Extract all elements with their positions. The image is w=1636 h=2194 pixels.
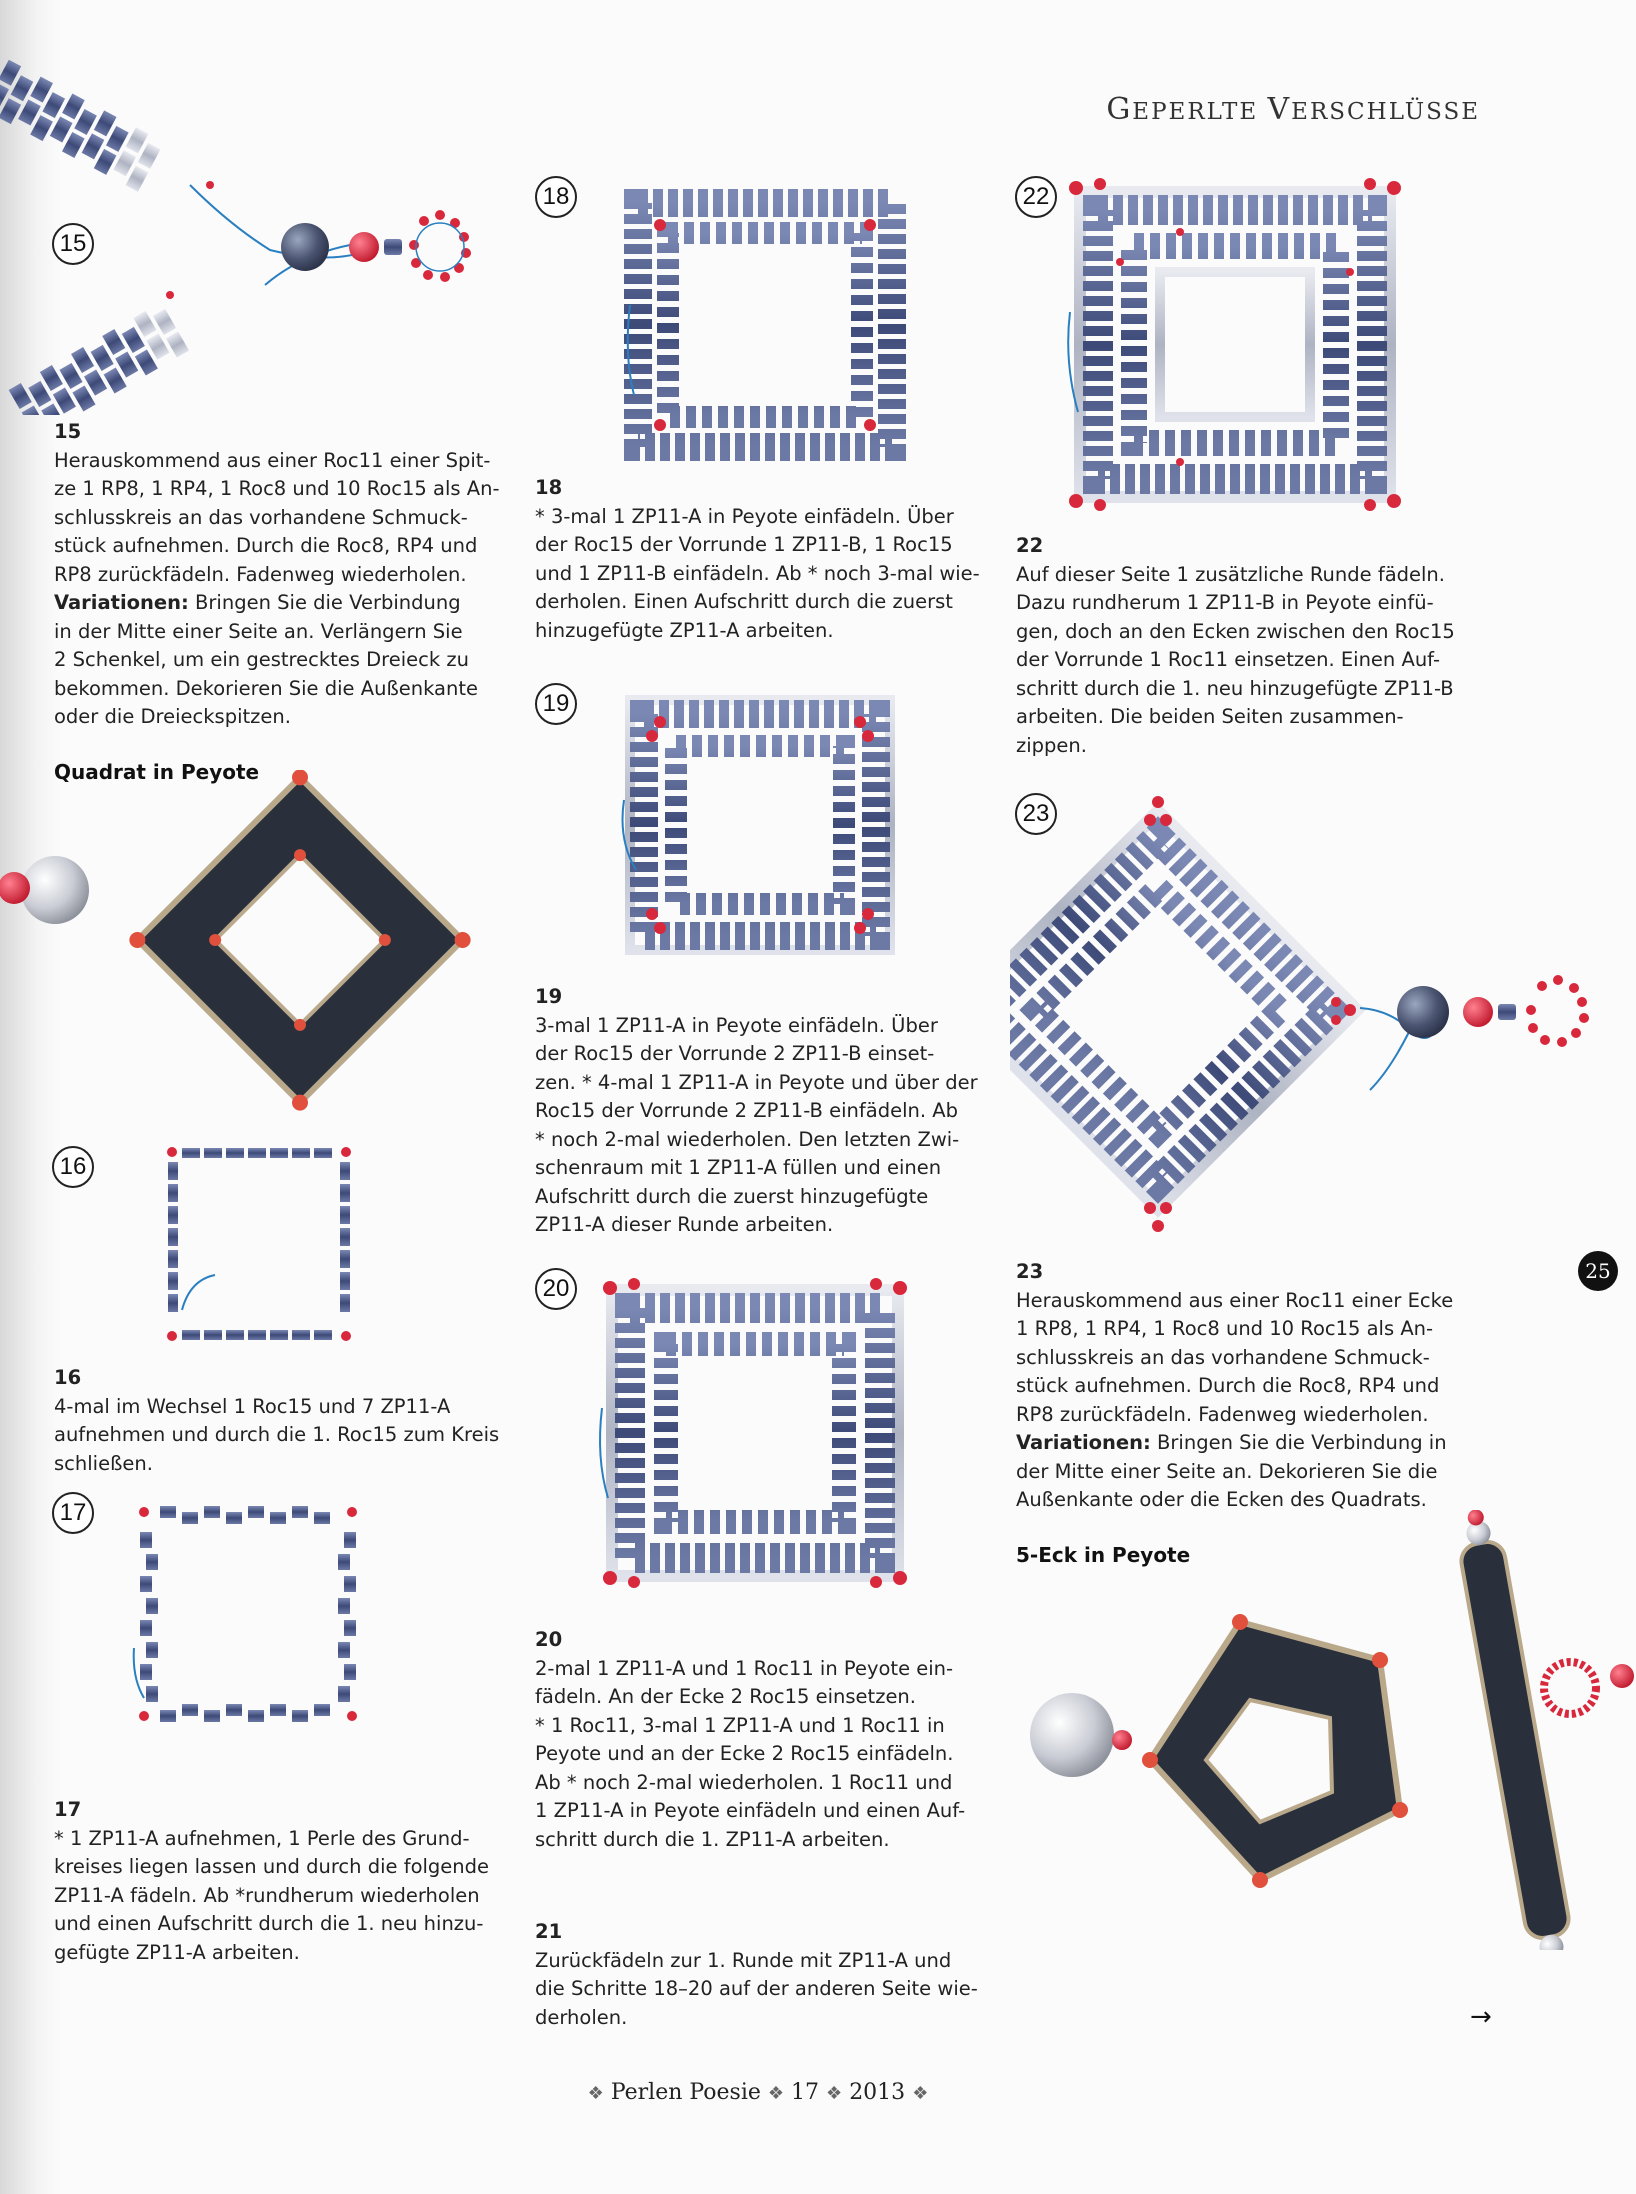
step-22-number: 22 (1016, 534, 1044, 557)
step-15-text (54, 418, 514, 732)
step-20-circle: 20 (535, 1268, 577, 1310)
fuenfeck-photo (1010, 1510, 1636, 1950)
quadrat-photo (0, 770, 520, 1120)
step-21-number: 21 (535, 1920, 563, 1943)
step-16-body: 4-mal im Wechsel 1 Roc15 und 7 ZP11-A aufnehmen und durch die 1. Roc15 zum Kreis schließen. (54, 1394, 500, 1475)
step-23-variations-text: Bringen Sie die Verbindung in der Mitte einer Seite an. Dekorieren Sie die Außenkante oder die Ecken des Quadrats. (1016, 1431, 1447, 1511)
step-16-text (54, 1364, 514, 1478)
figure-18-peyote-square (620, 185, 910, 465)
step-19-number: 19 (535, 985, 563, 1008)
step-23-circle: 23 (1015, 793, 1057, 835)
step-22-text (1016, 532, 1486, 760)
step-17-body: * 1 ZP11-A aufnehmen, 1 Perle des Grund- kreises liegen lassen und durch die folgende ZP11-A fädeln. Ab *rundherum wiederholen und einen Aufschritt durch die 1. neu hinzu- gefügte ZP11-A arbeiten. (54, 1826, 490, 1964)
step-20-text (535, 1626, 1005, 1854)
step-20-body: 2-mal 1 ZP11-A und 1 Roc11 in Peyote ein- fädeln. An der Ecke 2 Roc15 einsetzen. * 1 Roc11, 3-mal 1 ZP11-A und 1 Roc11 in Peyote und an der Ecke 2 Roc15 einfädeln. Ab * noch 2-mal wiederholen. 1 Roc11 und 1 ZP11-A in Peyote einfädeln und einen Auf- schritt durch die 1. ZP11-A arbeiten. (535, 1656, 966, 1851)
step-15-variations-text: Bringen Sie die Verbindung in der Mitte einer Seite an. Verlängern Sie 2 Schenkel, um ein gestrecktes Dreieck zu bekommen. Dekorieren Sie die Außenkante oder die Dreieckspitzen. (54, 591, 478, 728)
figure-23-clasp-diagram (1010, 780, 1636, 1260)
figure-16-bead-ring (160, 1140, 380, 1350)
step-16-circle: 16 (52, 1146, 94, 1188)
step-15-circle: 15 (52, 223, 94, 265)
step-20-number: 20 (535, 1628, 563, 1651)
step-21-body: Zurückfädeln zur 1. Runde mit ZP11-A und die Schritte 18–20 auf der anderen Seite wie- derholen. (535, 1948, 978, 2029)
step-18-number: 18 (535, 476, 563, 499)
step-22-body: Auf dieser Seite 1 zusätzliche Runde fädeln. Dazu rundherum 1 ZP11-B in Peyote einfü- gen, doch an den Ecken zwischen den Roc15 der Vorrunde 1 Roc11 einsetzen. Einen Auf- schritt durch die 1. neu hinzugefügte ZP11-B arbeiten. Die beiden Seiten zusammen- zippen. (1016, 562, 1455, 757)
step-19-text (535, 983, 1005, 1240)
step-23-body: Herauskommend aus einer Roc11 einer Ecke 1 RP8, 1 RP4, 1 Roc8 und 10 Roc15 als An- schlusskreis an das vorhandene Schmuck- stück aufnehmen. Durch die Roc8, RP4 und RP8 zurückfädeln. Fadenweg wiederholen. (1016, 1288, 1454, 1426)
step-23-variations-label: Variationen: (1016, 1431, 1151, 1454)
step-17-text (54, 1796, 514, 1967)
footer-magazine: Perlen Poesie (610, 2080, 761, 2105)
step-23-text (1016, 1258, 1486, 1515)
continue-arrow-icon: → (1470, 2002, 1492, 2032)
footer-issue: 17 (791, 2080, 820, 2105)
figure-17-bead-ring (130, 1498, 390, 1738)
step-15-variations-label: Variationen: (54, 591, 189, 614)
figure-22-peyote-square (1060, 172, 1410, 517)
subhead-quadrat: Quadrat in Peyote (54, 760, 260, 784)
step-23-number: 23 (1016, 1260, 1044, 1283)
step-15-number: 15 (54, 420, 82, 443)
page-number-badge: 25 (1578, 1251, 1618, 1291)
step-21-text (535, 1918, 1005, 2032)
subhead-fuenfeck: 5-Eck in Peyote (1016, 1543, 1191, 1567)
step-16-number: 16 (54, 1366, 82, 1389)
step-18-circle: 18 (535, 176, 577, 218)
section-header: GEPERLTE VERSCHLÜSSE (1106, 92, 1480, 127)
step-18-body: * 3-mal 1 ZP11-A in Peyote einfädeln. Über der Roc15 der Vorrunde 1 ZP11-B, 1 Roc15 und 1 ZP11-B einfädeln. Ab * noch 3-mal wie- derholen. Einen Aufschritt durch die zuerst hinzugefügte ZP11-A arbeiten. (535, 504, 980, 642)
page-footer: ❖ Perlen Poesie ❖ 17 ❖ 2013 ❖ (587, 2080, 929, 2105)
step-18-text (535, 474, 1005, 645)
step-15-body: Herauskommend aus einer Roc11 einer Spit- ze 1 RP8, 1 RP4, 1 Roc8 und 10 Roc15 als An- schlusskreis an das vorhandene Schmuck- stück aufnehmen. Durch die Roc8, RP4 und RP8 zurückfädeln. Fadenweg wiederholen. (54, 448, 500, 586)
step-17-circle: 17 (52, 1492, 94, 1534)
step-22-circle: 22 (1015, 176, 1057, 218)
figure-19-peyote-square (610, 680, 910, 970)
step-17-number: 17 (54, 1798, 82, 1821)
figure-20-peyote-square (590, 1268, 920, 1598)
step-19-circle: 19 (535, 683, 577, 725)
footer-year: 2013 (849, 2080, 906, 2105)
figure-15-clasp-diagram (0, 55, 520, 415)
step-19-body: 3-mal 1 ZP11-A in Peyote einfädeln. Über der Roc15 der Vorrunde 2 ZP11-B einset- zen. * 4-mal 1 ZP11-A in Peyote und über der Roc15 der Vorrunde 2 ZP11-B einfädeln. Ab * noch 2-mal wiederholen. Den letzten Zwi- schenraum mit 1 ZP11-A füllen und einen Aufschritt durch die zuerst hinzugefügte ZP11-A dieser Runde arbeiten. (535, 1013, 978, 1236)
